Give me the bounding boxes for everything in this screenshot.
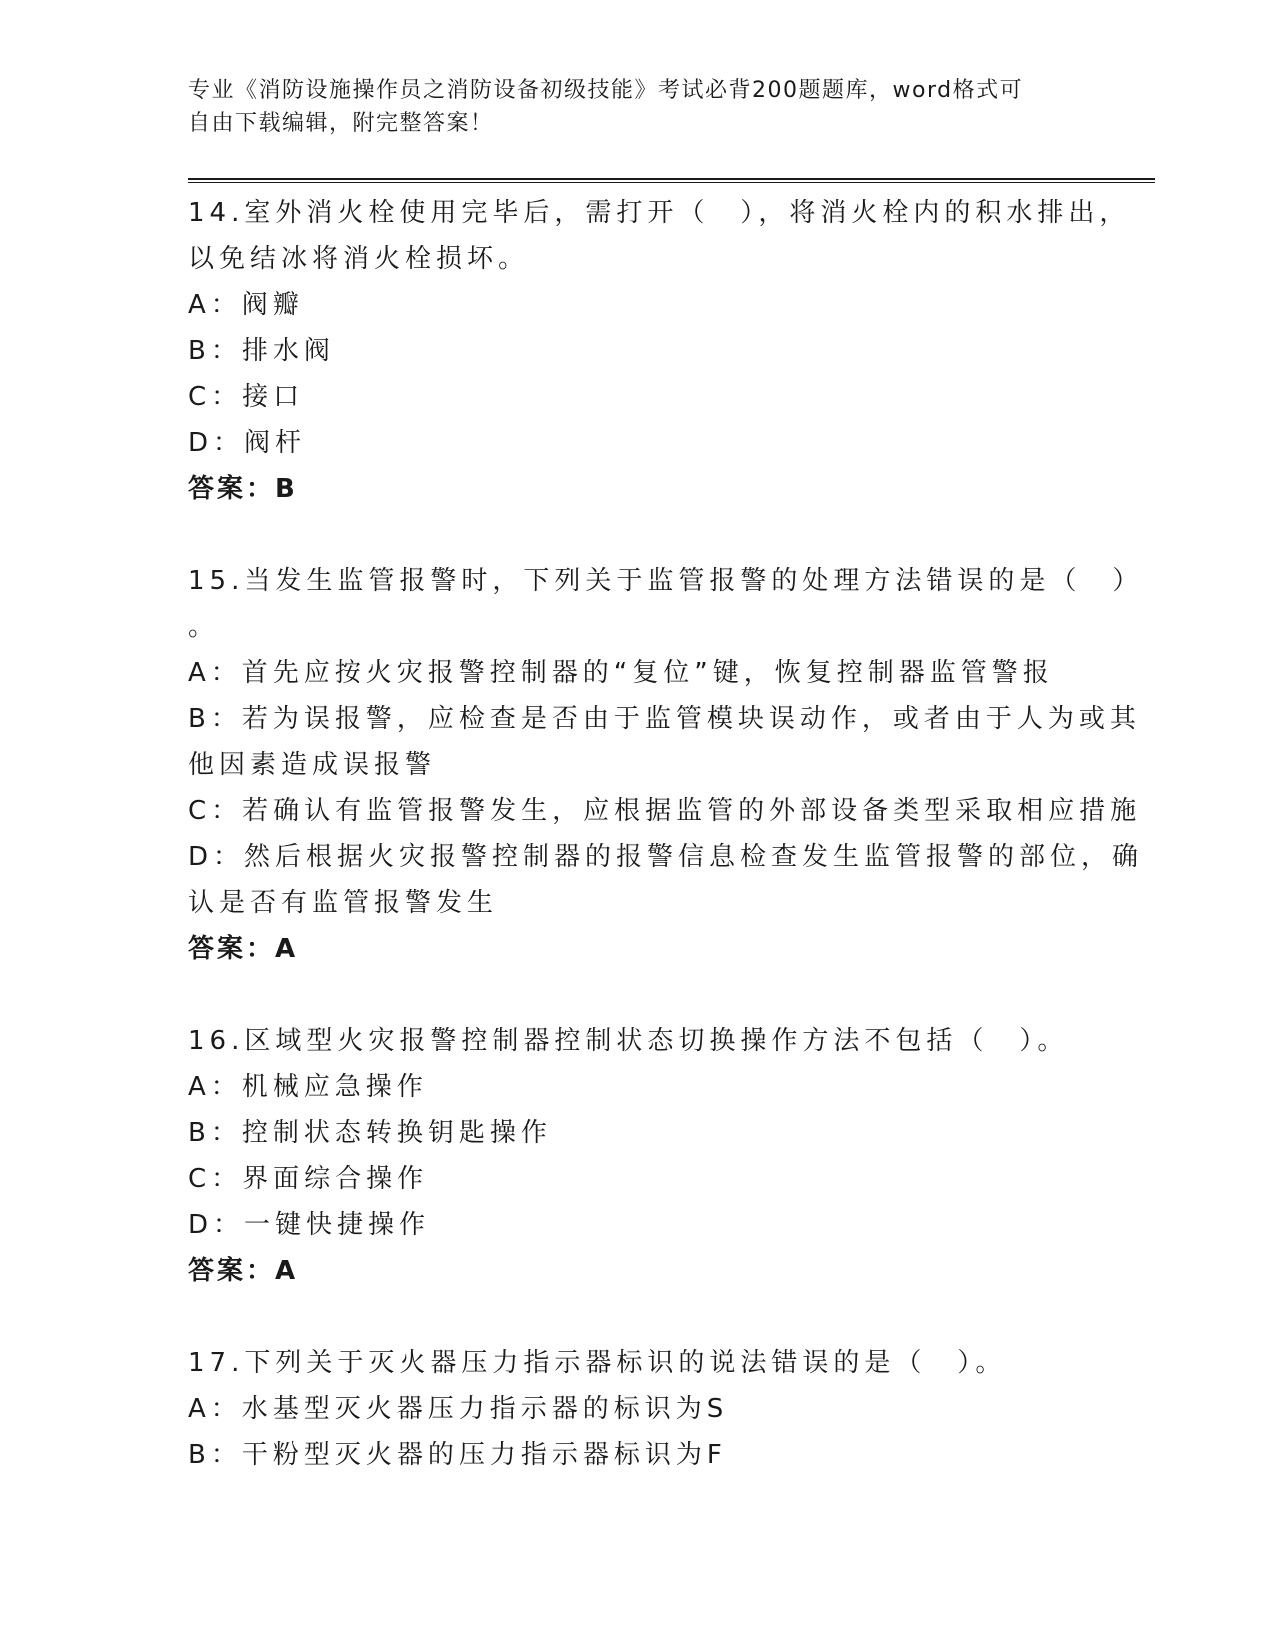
question-stem-line: 14.室外消火栓使用完毕后，需打开（ ），将消火栓内的积水排出， [188, 198, 1131, 228]
question-list [188, 190, 1144, 1478]
spacer [188, 972, 1088, 1018]
spacer [188, 1294, 1088, 1340]
option-a: A：阀瓣 [188, 290, 304, 320]
question-17 [188, 1340, 1088, 1478]
answer: 答案：A [188, 934, 299, 964]
answer: 答案：B [188, 474, 298, 504]
header-divider [188, 178, 1155, 183]
question-15 [188, 558, 1144, 972]
option-d: D：阀杆 [188, 428, 307, 458]
option-b: B：控制状态转换钥匙操作 [188, 1118, 552, 1148]
option-c: C：若确认有监管报警发生，应根据监管的外部设备类型采取相应措施 [188, 796, 1142, 826]
question-stem-line: 16.区域型火灾报警控制器控制状态切换操作方法不包括（ ）。 [188, 1026, 1069, 1056]
question-16 [188, 1018, 1088, 1294]
option-b: B：干粉型灭火器的压力指示器标识为F [188, 1440, 727, 1470]
option-b: B：若为误报警，应检查是否由于监管模块误动作，或者由于人为或其 [188, 704, 1141, 734]
question-14 [188, 190, 1131, 512]
question-stem-line: 以免结冰将消火栓损坏。 [188, 244, 530, 274]
answer: 答案：A [188, 1256, 299, 1286]
question-stem-line: 17.下列关于灭火器压力指示器标识的说法错误的是（ ）。 [188, 1348, 1007, 1378]
option-d: D：一键快捷操作 [188, 1210, 431, 1240]
option-c: C：接口 [188, 382, 305, 412]
spacer [188, 512, 1088, 558]
option-d-continued: 认是否有监管报警发生 [188, 888, 499, 918]
option-a: A：水基型灭火器压力指示器的标识为S [188, 1394, 729, 1424]
header-line-1: 专业《消防设施操作员之消防设备初级技能》考试必背200题题库，word格式可 [188, 78, 1024, 103]
header-line-2: 自由下载编辑，附完整答案！ [188, 111, 494, 136]
option-c: C：界面综合操作 [188, 1164, 429, 1194]
option-d: D：然后根据火灾报警控制器的报警信息检查发生监管报警的部位，确 [188, 842, 1144, 872]
question-stem-line: 。 [188, 612, 220, 642]
document-header [188, 74, 1088, 140]
option-b: B：排水阀 [188, 336, 335, 366]
option-b-continued: 他因素造成误报警 [188, 750, 437, 780]
option-a: A：首先应按火灾报警控制器的“复位”键，恢复控制器监管警报 [188, 658, 1054, 688]
option-a: A：机械应急操作 [188, 1072, 428, 1102]
question-stem-line: 15.当发生监管报警时，下列关于监管报警的处理方法错误的是（ ） [188, 566, 1144, 596]
